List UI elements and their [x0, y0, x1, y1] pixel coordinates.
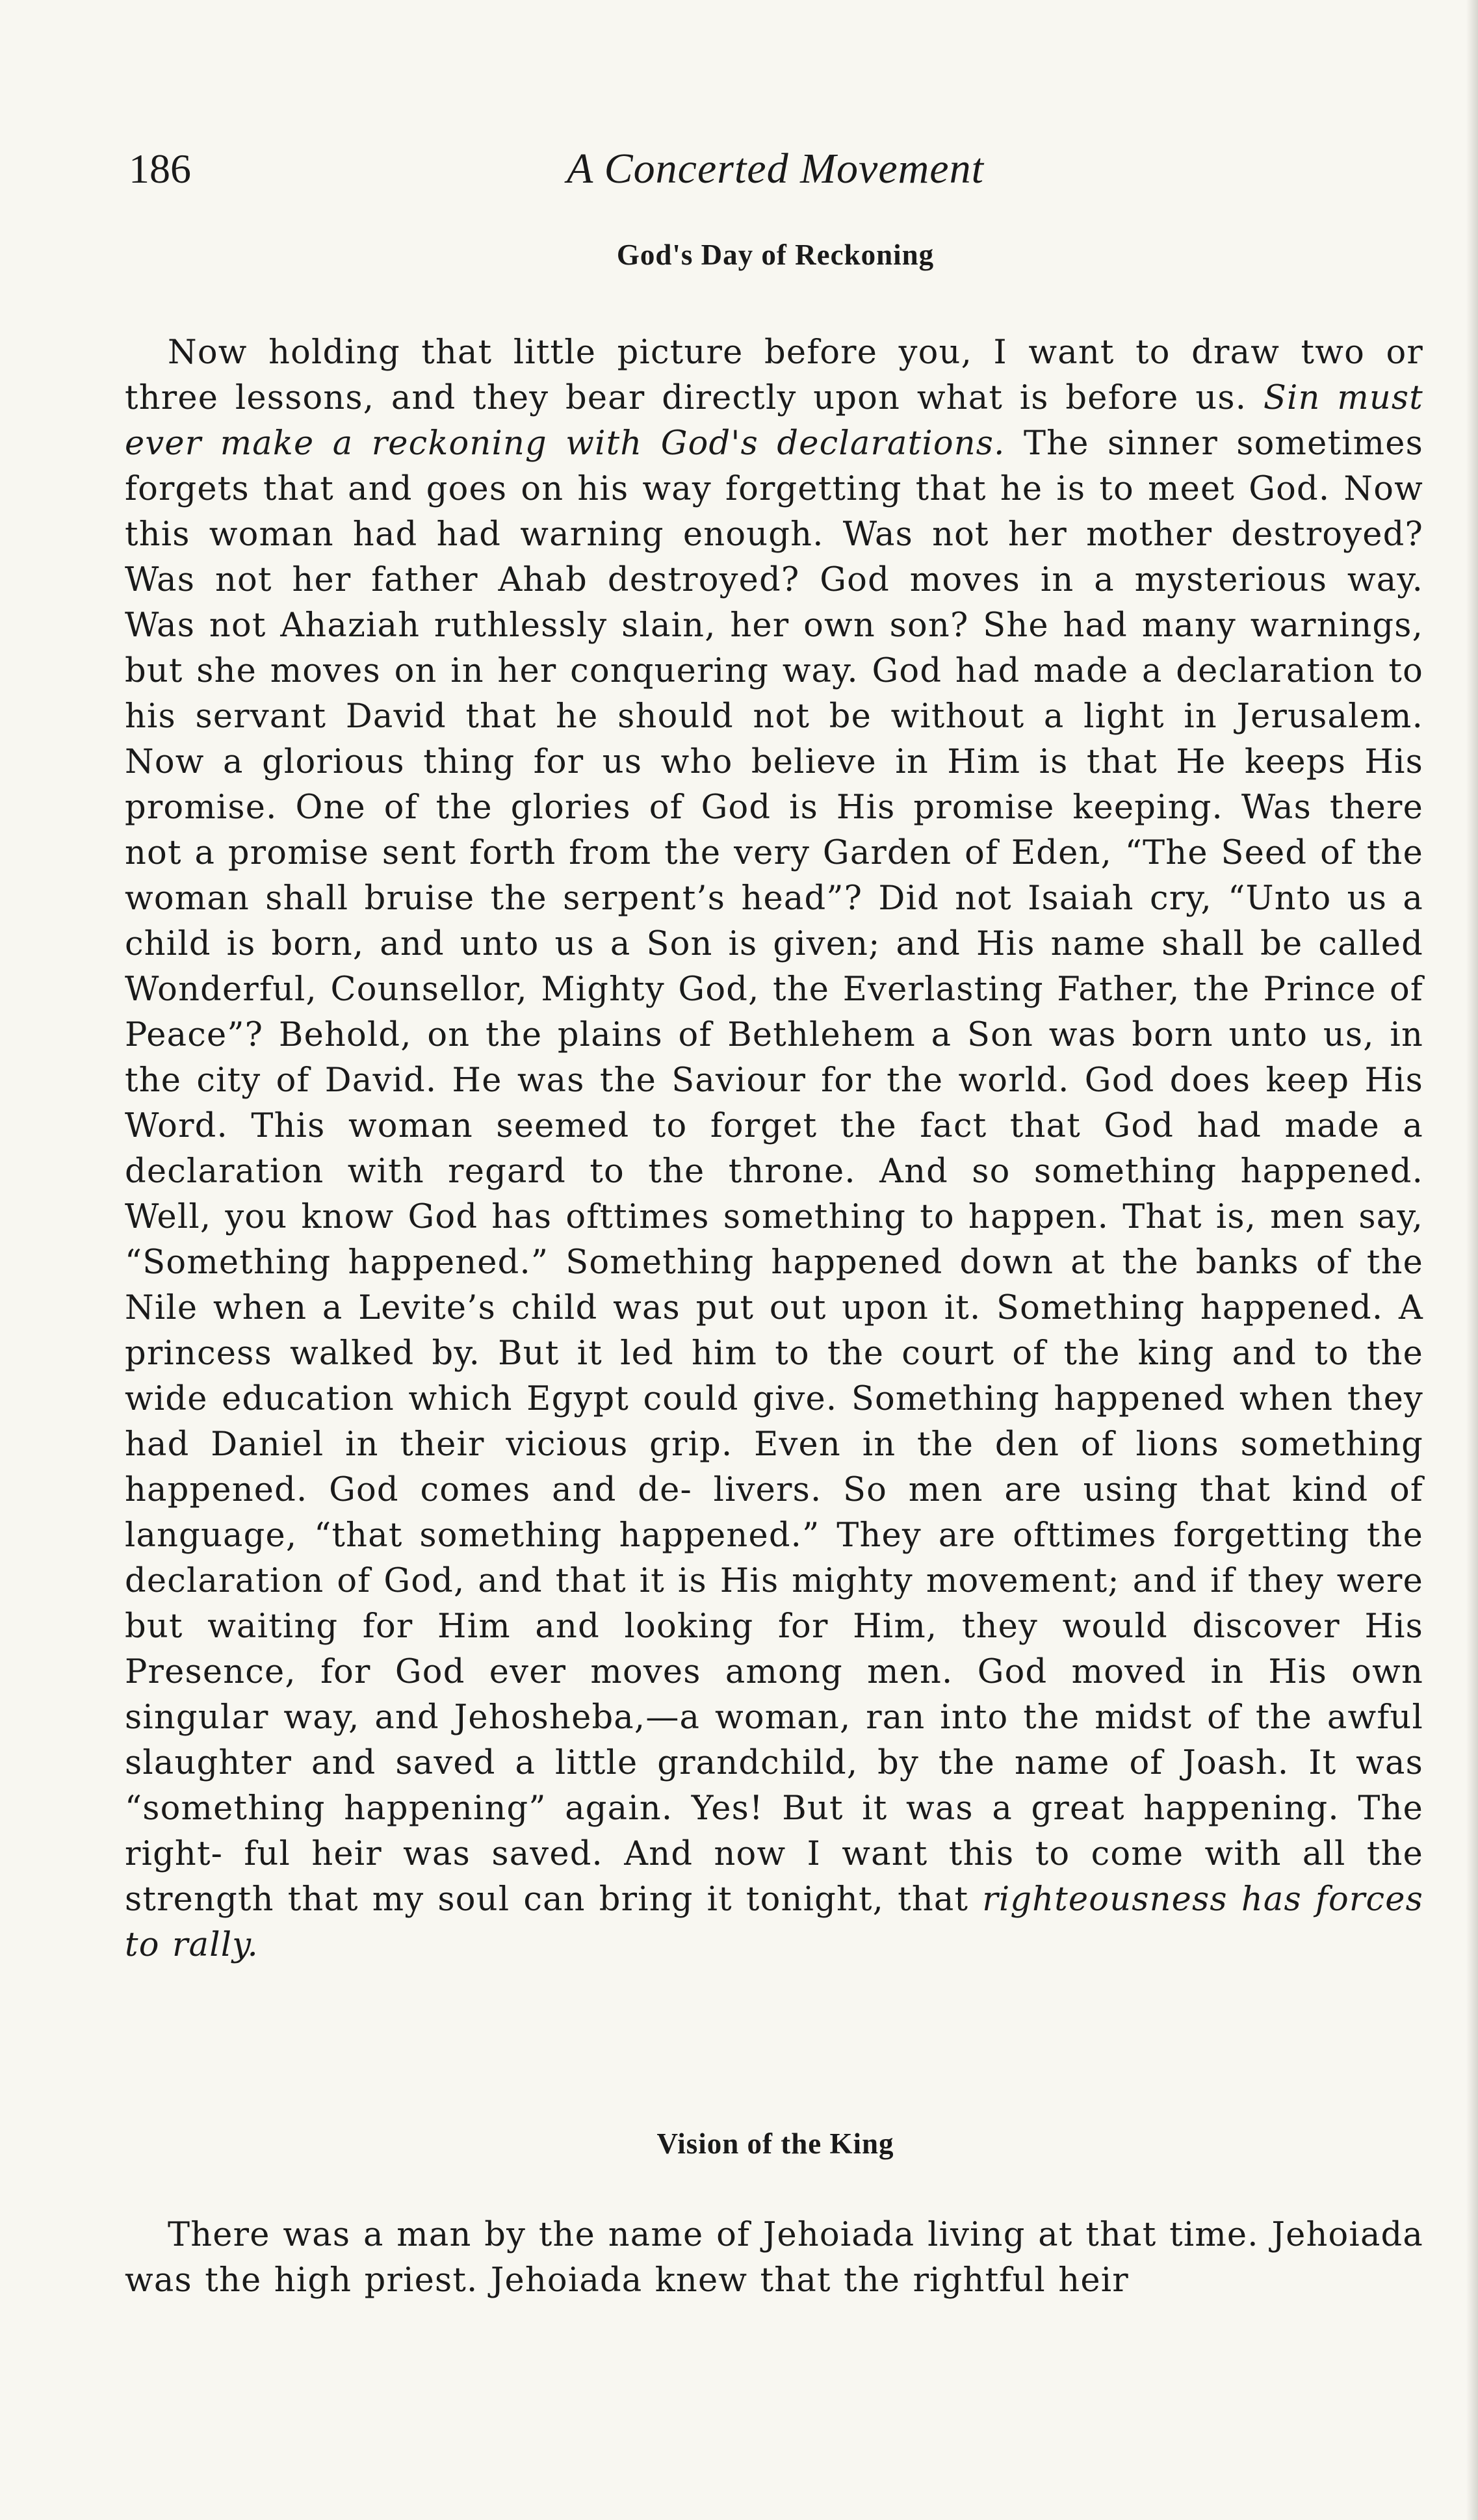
section-body-gods-day-of-reckoning [125, 330, 1423, 1968]
paragraph [125, 330, 1423, 1968]
page-edge-shadow [1466, 0, 1478, 2520]
section-body-vision-of-the-king [125, 2213, 1423, 2304]
running-title: A Concerted Movement [567, 145, 984, 192]
section-heading-gods-day-of-reckoning: God's Day of Reckoning [616, 239, 935, 271]
page-number: 186 [129, 146, 191, 192]
page-header [129, 140, 1422, 198]
section-heading-vision-of-the-king: Vision of the King [656, 2127, 894, 2160]
paragraph-text: Now holding that little picture before you, I want to draw two or three lessons, and they bear directly upon what is before us. [125, 333, 1423, 417]
paragraph-text: The sinner sometimes forgets that and goes on his way forgetting that he is to meet God. Now this woman had had warning enough. Was not her mother destroyed? Was not her father Ahab destroyed? God moves in a mysterious way. Was not Ahaziah ruthlessly slain, her own son? She had many warnings, but she moves on in her conquering way. God had made a declaration to his servant David that he should not be without a light in Jerusalem. Now a glorious thing for us who believe in Him is that He keeps His promise. One of the glories of God is His promise keeping. Was there not a promise sent forth from the very Garden of Eden, “The Seed of the woman shall bruise the serpent’s head”? Did not Isaiah cry, “Unto us a child is born, and unto us a Son is given; and His name shall be called Wonderful, Counsellor, Mighty God, the Everlasting Father, the Prince of Peace”? Behold, on the plains of Bethlehem a Son was born unto us, in the city of David. He was the Saviour for the world. God does keep His Word. This woman seemed to forget the fact that God had made a declaration with regard to the throne. And so something happened. Well, you know God has ofttimes something to happen. That is, men say, “Something happened.” Something happened down at the banks of the Nile when a Levite’s child was put out upon it. Something happened. A princess walked by. But it led him to the court of the king and to the wide education which Egypt could give. Something happened when they had Daniel in their vicious grip. Even in the den of lions something happened. God comes and de- livers. So men are using that kind of language, “that something happened.” They are ofttimes forgetting the declaration of God, and that it is His mighty movement; and if they were but waiting for Him and looking for Him, they would discover His Presence, for God ever moves among men. God moved in His own singular way, and Jehosheba,—a woman, ran into the midst of the awful slaughter and saved a little grandchild, by the name of Joash. It was “something happening” again. Yes! But it was a great happening. The right- ful heir was saved. And now I want this to come with all the strength that my soul can bring it tonight, that [125, 424, 1423, 1919]
emphasized-text: righteousness has forces to rally. [125, 1880, 1423, 1964]
emphasized-text: Sin must ever make a reckoning with God's declarations. [125, 379, 1424, 463]
paragraph: There was a man by the name of Jehoiada living at that time. Jehoiada was the high priest. Jehoiada knew that the rightful heir [125, 2216, 1423, 2300]
